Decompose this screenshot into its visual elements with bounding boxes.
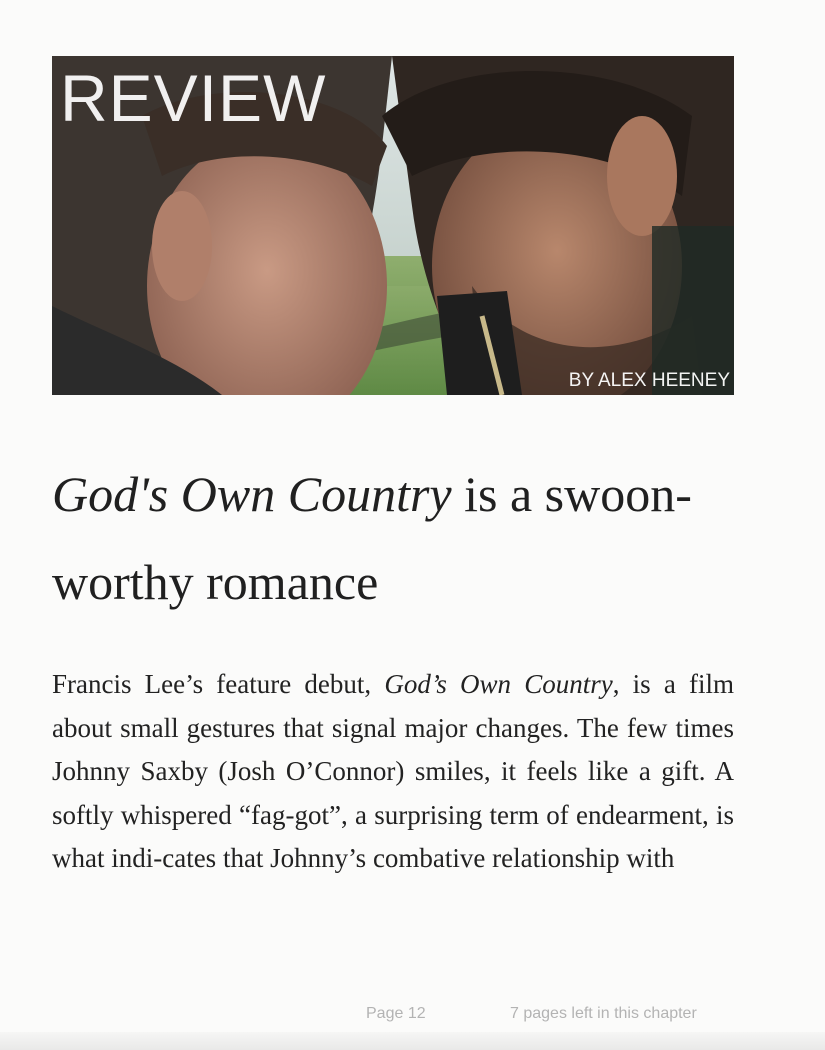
body-segment: Francis Lee’s feature debut, bbox=[52, 669, 385, 699]
reader-footer bbox=[0, 1005, 825, 1029]
article-title bbox=[52, 450, 752, 626]
body-film-title: God’s Own Country bbox=[384, 669, 613, 699]
page-number: Page 12 bbox=[366, 1005, 426, 1022]
film-title: God's Own Country bbox=[52, 466, 452, 522]
title-rest: is a swoon-worthy romance bbox=[52, 466, 692, 610]
hero-image bbox=[52, 56, 734, 395]
author-byline: BY ALEX HEENEY bbox=[568, 370, 730, 391]
pages-left-in-chapter: 7 pages left in this chapter bbox=[510, 1005, 697, 1022]
review-label: REVIEW bbox=[60, 61, 327, 135]
body-segment: , is a film about small gestures that signal major changes. The few times Johnny Saxby (Josh O’Connor) smiles, it feels like a gift. A softly whispered “fag-got”, a surprising term of endearment, is what indi-cates that Johnny’s combative relationship with bbox=[52, 669, 735, 873]
article-body bbox=[52, 663, 734, 881]
bottom-edge bbox=[0, 1032, 825, 1050]
